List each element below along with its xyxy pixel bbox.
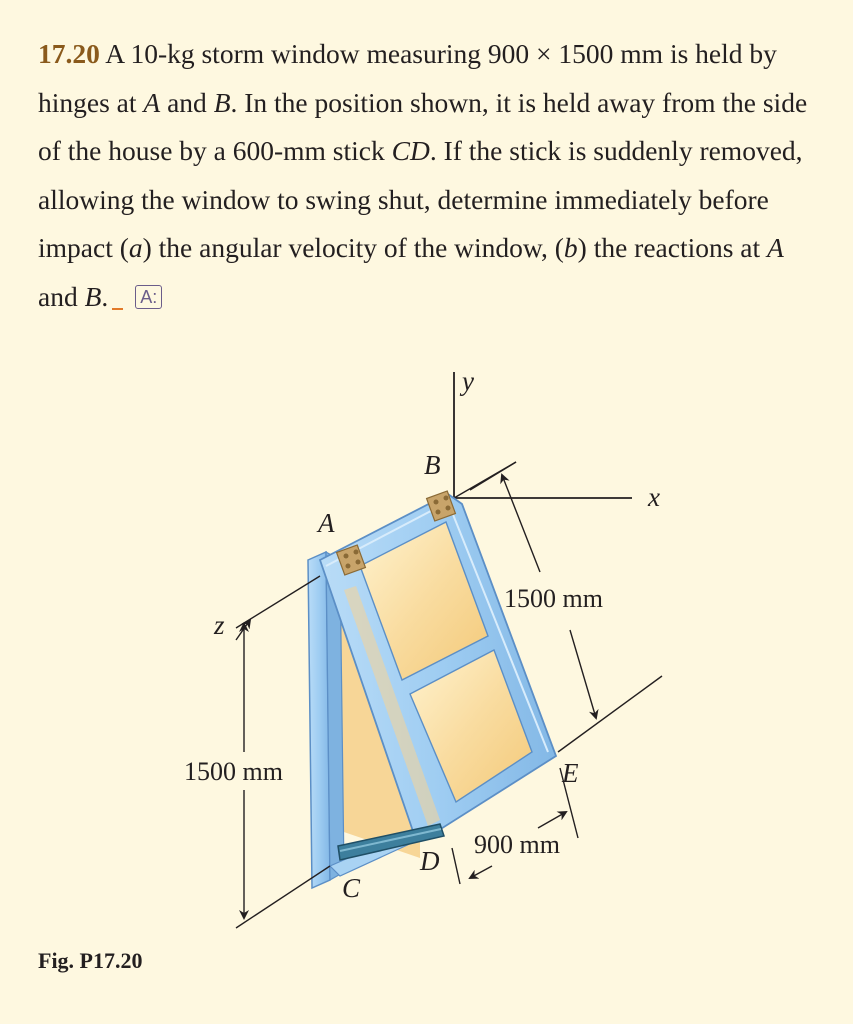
problem-text-6: . bbox=[101, 280, 109, 312]
part-b-ref: b bbox=[563, 232, 578, 263]
dim-window-arrow-up bbox=[502, 475, 540, 572]
dim-width-arrow-left bbox=[470, 866, 492, 878]
figure-caption: Fig. P17.20 bbox=[38, 948, 143, 973]
answer-tag-icon[interactable]: A: bbox=[135, 285, 162, 309]
point-label-e: E bbox=[562, 758, 579, 788]
dim-window-ext-bottom bbox=[558, 676, 662, 752]
axis-label-y: y bbox=[462, 366, 474, 396]
dim-window-width: 900 mm bbox=[474, 830, 560, 859]
point-label-c: C bbox=[342, 873, 361, 903]
axis-label-z: z bbox=[214, 610, 225, 640]
problem-number: 17.20 bbox=[38, 38, 100, 69]
problem-text-and-2: and bbox=[38, 280, 85, 312]
problem-text-2: . In the position shown, it is held away from the side of the house by a 600-mm stick bbox=[38, 86, 808, 166]
dim-wall-ext-bottom bbox=[236, 866, 330, 928]
point-label-b: B bbox=[424, 450, 441, 480]
dim-wall-height: 1500 mm bbox=[184, 757, 283, 786]
dim-wall-ext-top bbox=[236, 576, 320, 628]
point-label-a: A bbox=[318, 508, 335, 538]
point-label-d: D bbox=[420, 846, 440, 876]
point-a-ref: A bbox=[143, 86, 161, 118]
dim-window-ext-top bbox=[470, 462, 516, 490]
dim-width-ext-d bbox=[452, 848, 460, 884]
stick-cd-ref: CD bbox=[391, 135, 430, 166]
point-b-ref-2: B bbox=[84, 280, 102, 312]
problem-text-1: A 10-kg storm window measuring 900 × 1500 mm is held by hinges at bbox=[38, 38, 777, 118]
part-a-ref: a bbox=[128, 232, 143, 263]
axis-label-x: x bbox=[648, 482, 660, 512]
dim-width-arrow-right bbox=[538, 812, 566, 828]
problem-text-5: ) the reactions at bbox=[577, 232, 768, 263]
dim-window-length: 1500 mm bbox=[504, 584, 603, 613]
point-b-ref: B bbox=[213, 86, 231, 118]
problem-text-3: . If the stick is suddenly removed, allowing the window to swing shut, determine immediately before impact ( bbox=[38, 135, 803, 263]
dim-window-arrow-down bbox=[570, 630, 596, 718]
problem-text-4: ) the angular velocity of the window, ( bbox=[142, 232, 564, 263]
problem-text-and-1: and bbox=[160, 86, 214, 118]
point-a-ref-2: A bbox=[767, 232, 784, 263]
